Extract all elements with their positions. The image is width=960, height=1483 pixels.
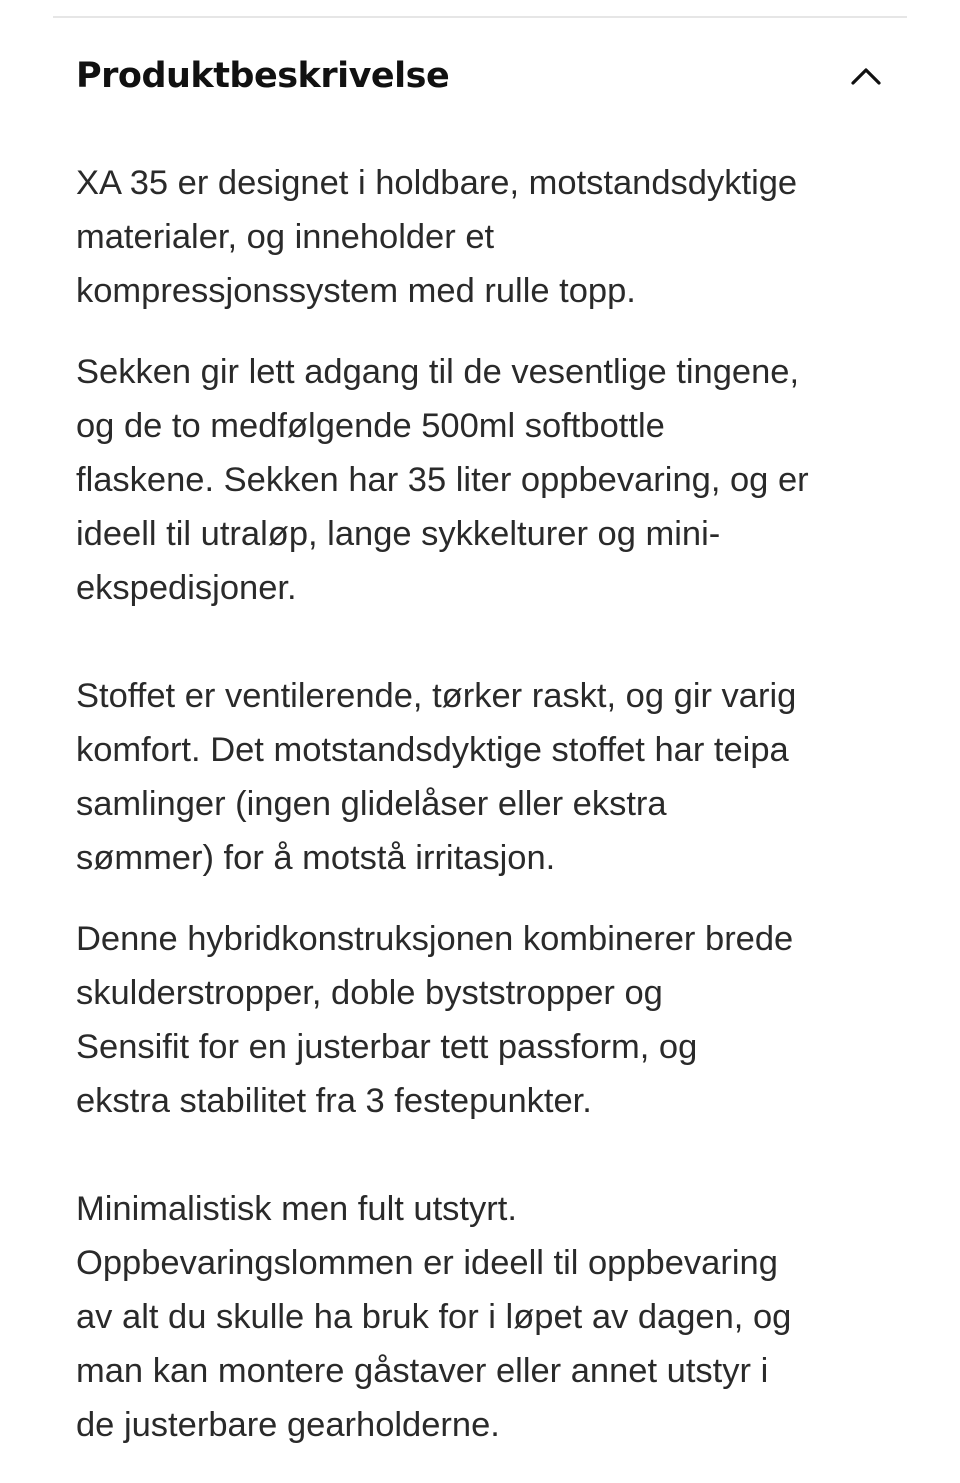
accordion-title: Produktbeskrivelse [76, 56, 450, 96]
accordion-header-product-description[interactable] [76, 52, 884, 100]
chevron-up-icon[interactable] [848, 58, 884, 94]
description-paragraph: Denne hybridkonstruksjonen kombinerer brede skulderstropper, doble byststropper og Sensifit for en justerbar tett passform, og ekstra stabilitet fra 3 festepunkter. [76, 920, 794, 1120]
description-paragraph: Sekken gir lett adgang til de vesentlige tingene, og de to medfølgende 500ml softbottle flaskene. Sekken har 35 liter oppbevaring, og er ideell til utraløp, lange sykkelturer og mini- ekspedisjoner. [76, 353, 809, 607]
description-paragraph: XA 35 er designet i holdbare, motstandsdyktige materialer, og inneholder et kompressjonssystem med rulle topp. [76, 164, 798, 310]
section-divider [53, 16, 907, 18]
description-paragraph: Stoffet er ventilerende, tørker raskt, og gir varig komfort. Det motstandsdyktige stoffet har teipa samlinger (ingen glidelåser eller ekstra sømmer) for å motstå irritasjon. [76, 677, 797, 877]
description-paragraph: Minimalistisk men fult utstyrt. Oppbevaringslommen er ideell til oppbevaring av alt du skulle ha bruk for i løpet av dagen, og man kan montere gåstaver eller annet utstyr i de justerbare gearholderne. [76, 1190, 792, 1444]
product-description-content [76, 156, 896, 1452]
